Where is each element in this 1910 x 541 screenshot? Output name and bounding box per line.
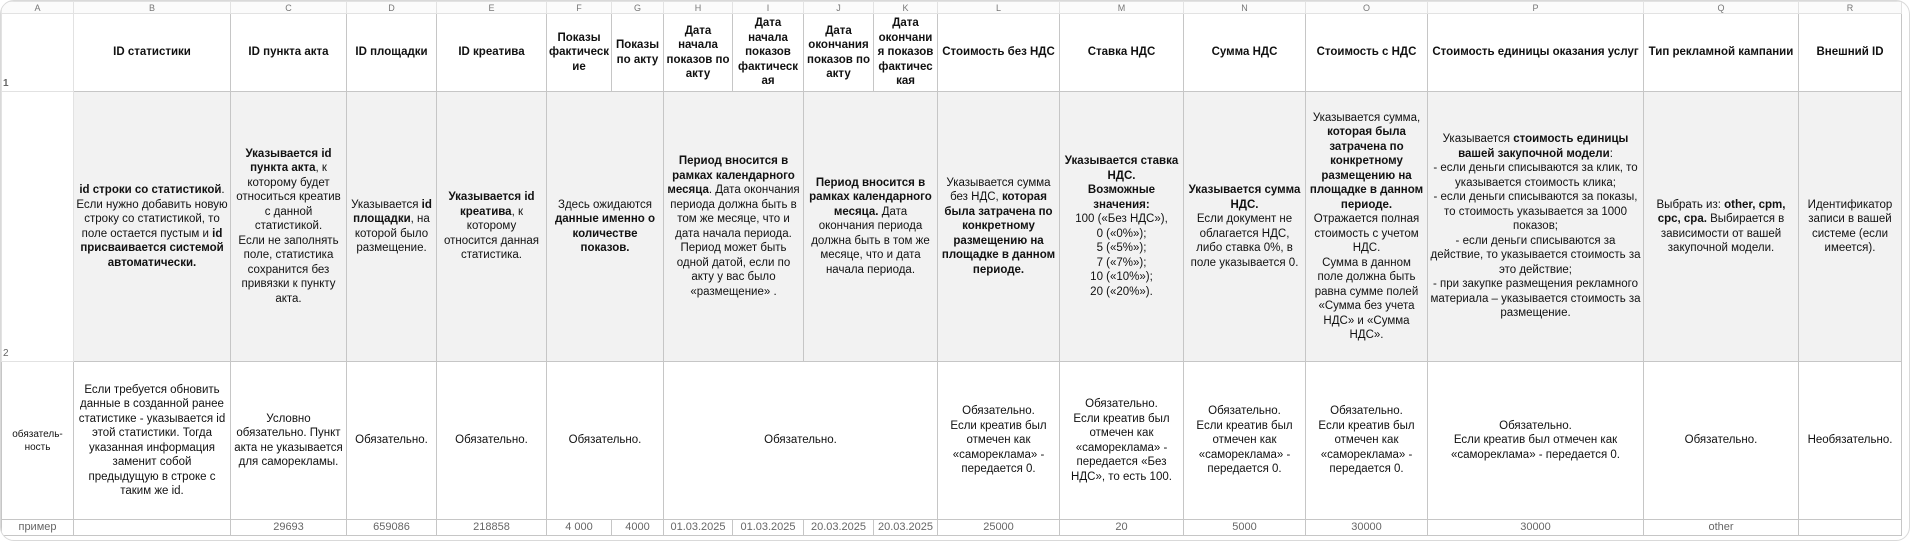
oblig-text: Обязательно. — [1208, 405, 1281, 418]
column-letter[interactable]: M — [1060, 2, 1184, 14]
example-cell-start-act[interactable]: 01.03.2025 — [664, 520, 733, 536]
desc-line: - при закупке размещения рекламного материала – указывается стоимость за размещение. — [1430, 278, 1641, 320]
column-header-row — [2, 2, 1902, 14]
column-letter[interactable]: H — [664, 2, 733, 14]
desc-cell-id-act[interactable] — [231, 92, 347, 362]
row-number[interactable] — [2, 14, 74, 92]
example-row — [2, 520, 1902, 536]
vat-value: 0 («0%»); — [1096, 227, 1147, 240]
oblig-cell-cost-no-vat[interactable] — [938, 362, 1060, 520]
example-cell-id-act[interactable]: 29693 — [231, 520, 347, 536]
column-letter[interactable]: N — [1184, 2, 1306, 14]
column-letter[interactable]: D — [347, 2, 437, 14]
desc-bold: Указывается id креатива — [448, 191, 535, 218]
obligation-label[interactable]: обязатель-ность — [2, 362, 74, 520]
vat-value: 7 («7%»); — [1096, 256, 1147, 269]
column-letter[interactable]: L — [938, 2, 1060, 14]
desc-text: Здесь ожидаются — [558, 198, 652, 211]
desc-cell-id-platform[interactable] — [347, 92, 437, 362]
header-cell-start-fact[interactable]: Дата начала показов фактическая — [733, 14, 804, 92]
desc-text: Если не заполнять поле, статистика сохранится без привязки к пункту акта. — [238, 234, 339, 305]
row-number-label: 1 — [3, 77, 9, 89]
oblig-text: Если креатив был отмечен как «самореклама» - передается «Без НДС», то есть 100. — [1071, 412, 1172, 483]
desc-bold: Указывается ставка НДС. — [1064, 155, 1179, 182]
header-cell-start-act[interactable]: Дата начала показов по акту — [664, 14, 733, 92]
vat-value: 10 («10%»); — [1090, 271, 1153, 283]
oblig-cell-shows[interactable]: Обязательно. — [547, 362, 664, 520]
desc-cell-dates-end[interactable] — [804, 92, 938, 362]
column-letter[interactable]: I — [733, 2, 804, 14]
desc-text: Идентификатор записи в вашей системе (если имеется). — [1807, 198, 1893, 254]
desc-text: Указывается сумма, — [1312, 111, 1421, 124]
desc-bold: которая была затрачена по конкретному размещению на площадке в данном периоде. — [1309, 126, 1424, 211]
oblig-text: Если креатив был отмечен как «самореклама» - передается 0. — [1450, 434, 1620, 461]
header-cell-vat-rate[interactable]: Ставка НДС — [1060, 14, 1184, 92]
desc-bold: Период вносится в рамках календарного месяца. — [809, 176, 932, 218]
desc-text: : — [1609, 147, 1613, 160]
spreadsheet-grid — [1, 1, 1902, 536]
oblig-text: Обязательно. — [1499, 419, 1572, 432]
column-letter[interactable]: B — [74, 2, 231, 14]
desc-text: , к которому относится данная статистика. — [443, 205, 540, 262]
desc-cell-vat-rate[interactable] — [1060, 92, 1184, 362]
oblig-cell-id-creative[interactable]: Обязательно. — [437, 362, 547, 520]
example-cell-id-creative[interactable]: 218858 — [437, 520, 547, 536]
desc-cell-external-id[interactable] — [1799, 92, 1902, 362]
desc-text: Сумма в данном поле должна быть равна сумме полей «Сумма без учета НДС» и «Сумма НДС». — [1314, 256, 1419, 341]
example-cell-cost-vat[interactable]: 30000 — [1306, 520, 1428, 536]
header-cell-external-id[interactable]: Внешний ID — [1799, 14, 1902, 92]
example-cell-campaign-type[interactable]: other — [1644, 520, 1799, 536]
obligation-row — [2, 362, 1902, 520]
oblig-cell-vat-sum[interactable] — [1184, 362, 1306, 520]
desc-cell-cost-no-vat[interactable] — [938, 92, 1060, 362]
header-cell-campaign-type[interactable]: Тип рекламной кампании — [1644, 14, 1799, 92]
column-letter[interactable]: C — [231, 2, 347, 14]
oblig-cell-dates[interactable]: Обязательно. — [664, 362, 938, 520]
desc-bold: Возможные значения: — [1087, 184, 1156, 211]
desc-cell-unit-cost[interactable] — [1428, 92, 1644, 362]
example-cell-id-platform[interactable]: 659086 — [347, 520, 437, 536]
desc-text: . Если нужно добавить новую строку со статистикой, то поле остается пустым и — [76, 184, 228, 240]
oblig-text: Обязательно. — [1330, 405, 1403, 418]
oblig-cell-campaign-type[interactable]: Обязательно. — [1644, 362, 1799, 520]
desc-bold: Период вносится в рамках календарного месяца — [667, 155, 795, 196]
example-cell-external-id[interactable] — [1799, 520, 1902, 536]
column-letter[interactable]: P — [1428, 2, 1644, 14]
desc-bold: Указывается сумма НДС. — [1188, 184, 1301, 211]
desc-bold: стоимость единицы вашей закупочной модели — [1458, 133, 1629, 160]
header-cell-end-fact[interactable]: Дата окончания показов фактическая — [874, 14, 938, 92]
example-cell-cost-no-vat[interactable]: 25000 — [938, 520, 1060, 536]
desc-cell-vat-sum[interactable] — [1184, 92, 1306, 362]
header-cell-unit-cost[interactable]: Стоимость единицы оказания услуг — [1428, 14, 1644, 92]
example-cell-shows-act[interactable]: 4000 — [612, 520, 664, 536]
header-cell-id-stat[interactable]: ID статистики — [74, 14, 231, 92]
oblig-text: Если креатив был отмечен как «самореклама» - передается 0. — [1318, 419, 1415, 476]
header-cell-id-act[interactable]: ID пункта акта — [231, 14, 347, 92]
example-cell-shows-fact[interactable]: 4 000 — [547, 520, 612, 536]
oblig-cell-id-stat[interactable]: Если требуется обновить данные в созданной ранее статистике - указывается id этой статистики. Тогда указанная информация заменит собой предыдущую в строке с таким же id. — [74, 362, 231, 520]
oblig-cell-id-platform[interactable]: Обязательно. — [347, 362, 437, 520]
example-cell-vat-rate[interactable]: 20 — [1060, 520, 1184, 536]
column-letter[interactable]: K — [874, 2, 938, 14]
desc-cell-campaign-type[interactable] — [1644, 92, 1799, 362]
row-number-label: 2 — [3, 347, 9, 359]
oblig-cell-vat-rate[interactable] — [1060, 362, 1184, 520]
column-letter[interactable]: E — [437, 2, 547, 14]
desc-cell-id-stat[interactable] — [74, 92, 231, 362]
desc-line: - если деньги списываются за действие, то указывается стоимость за это действие; — [1430, 234, 1641, 276]
desc-cell-cost-vat[interactable] — [1306, 92, 1428, 362]
example-cell-end-act[interactable]: 20.03.2025 — [804, 520, 874, 536]
desc-line: - если деньги списываются за клик, то указывается стоимость клика; — [1433, 162, 1638, 189]
header-cell-id-platform[interactable]: ID площадки — [347, 14, 437, 92]
desc-bold: которая была затрачена по конкретному размещению на площадке в данном периоде. — [941, 191, 1056, 276]
example-cell-start-fact[interactable]: 01.03.2025 — [733, 520, 804, 536]
column-letter[interactable]: R — [1799, 2, 1902, 14]
desc-text: Выбирается в зависимости от вашей закупочной модели. — [1660, 213, 1785, 254]
oblig-cell-unit-cost[interactable] — [1428, 362, 1644, 520]
desc-cell-dates-start[interactable] — [664, 92, 804, 362]
header-cell-vat-sum[interactable]: Сумма НДС — [1184, 14, 1306, 92]
header-cell-shows-fact[interactable]: Показы фактические — [547, 14, 612, 92]
desc-bold: Указывается id пункта акта — [245, 147, 332, 175]
desc-bold: данные именно о количестве показов. — [554, 213, 656, 254]
example-cell-end-fact[interactable]: 20.03.2025 — [874, 520, 938, 536]
desc-cell-shows[interactable] — [547, 92, 664, 362]
desc-bold: other, cpm, cpc, cpa. — [1657, 198, 1786, 225]
example-cell-id-stat[interactable] — [74, 520, 231, 536]
desc-text: Выбрать из: — [1656, 198, 1725, 211]
oblig-text: Обязательно. — [962, 405, 1035, 418]
oblig-text: Если креатив был отмечен как «самореклама» - передается 0. — [1196, 419, 1293, 476]
column-letter[interactable]: F — [547, 2, 612, 14]
column-letter[interactable]: Q — [1644, 2, 1799, 14]
header-cell-cost-vat[interactable]: Стоимость с НДС — [1306, 14, 1428, 92]
vat-value: 100 («Без НДС»), — [1075, 213, 1168, 225]
oblig-cell-external-id[interactable]: Необязательно. — [1799, 362, 1902, 520]
desc-line: - если деньги списываются за показы, то стоимость указывается за 1000 показов; — [1433, 191, 1638, 233]
description-row — [2, 92, 1902, 362]
example-cell-vat-sum[interactable]: 5000 — [1184, 520, 1306, 536]
header-cell-cost-no-vat[interactable]: Стоимость без НДС — [938, 14, 1060, 92]
desc-text: Отражается полная стоимость с учетом НДС. — [1313, 213, 1420, 254]
desc-text: , на которой было размещение. — [354, 213, 430, 254]
desc-bold: id площадки — [353, 198, 432, 225]
vat-value: 20 («20%»). — [1090, 285, 1153, 298]
desc-bold: id строки со статистикой — [79, 184, 222, 196]
example-cell-unit-cost[interactable]: 30000 — [1428, 520, 1644, 536]
desc-text: Указывается — [351, 198, 422, 211]
vat-value: 5 («5%»); — [1096, 242, 1147, 254]
header-row — [2, 14, 1902, 92]
desc-text: Указывается сумма без НДС, — [946, 176, 1051, 204]
header-cell-shows-act[interactable]: Показы по акту — [612, 14, 664, 92]
desc-text: , к которому будет относиться креатив с данной статистикой. — [236, 162, 341, 233]
oblig-cell-cost-vat[interactable] — [1306, 362, 1428, 520]
header-cell-end-act[interactable]: Дата окончания показов по акту — [804, 14, 874, 92]
row-number[interactable] — [2, 92, 74, 362]
desc-cell-id-creative[interactable] — [437, 92, 547, 362]
desc-text: . Дата окончания периода должна быть в том же месяце, что и дата начала периода. Период может быть одной датой, если по акту у вас было «размещение» . — [670, 184, 800, 298]
desc-text: Если документ не облагается НДС, либо ставка 0%, в поле указывается 0. — [1190, 213, 1299, 269]
column-letter[interactable]: A — [2, 2, 74, 14]
desc-text: Дата окончания периода должна быть в том же месяце, что и дата начала периода. — [811, 205, 930, 276]
column-letter[interactable]: J — [804, 2, 874, 14]
oblig-text: Если креатив был отмечен как «самореклама» - передается 0. — [950, 419, 1047, 476]
header-cell-id-creative[interactable]: ID креатива — [437, 14, 547, 92]
oblig-text: Обязательно. — [1085, 398, 1158, 410]
desc-bold: id присваивается системой автоматически. — [80, 227, 224, 269]
desc-text: Указывается — [1442, 133, 1514, 146]
oblig-cell-id-act[interactable]: Условно обязательно. Пункт акта не указывается для саморекламы. — [231, 362, 347, 520]
column-letter[interactable]: O — [1306, 2, 1428, 14]
column-letter[interactable]: G — [612, 2, 664, 14]
example-label[interactable]: пример — [2, 520, 74, 536]
